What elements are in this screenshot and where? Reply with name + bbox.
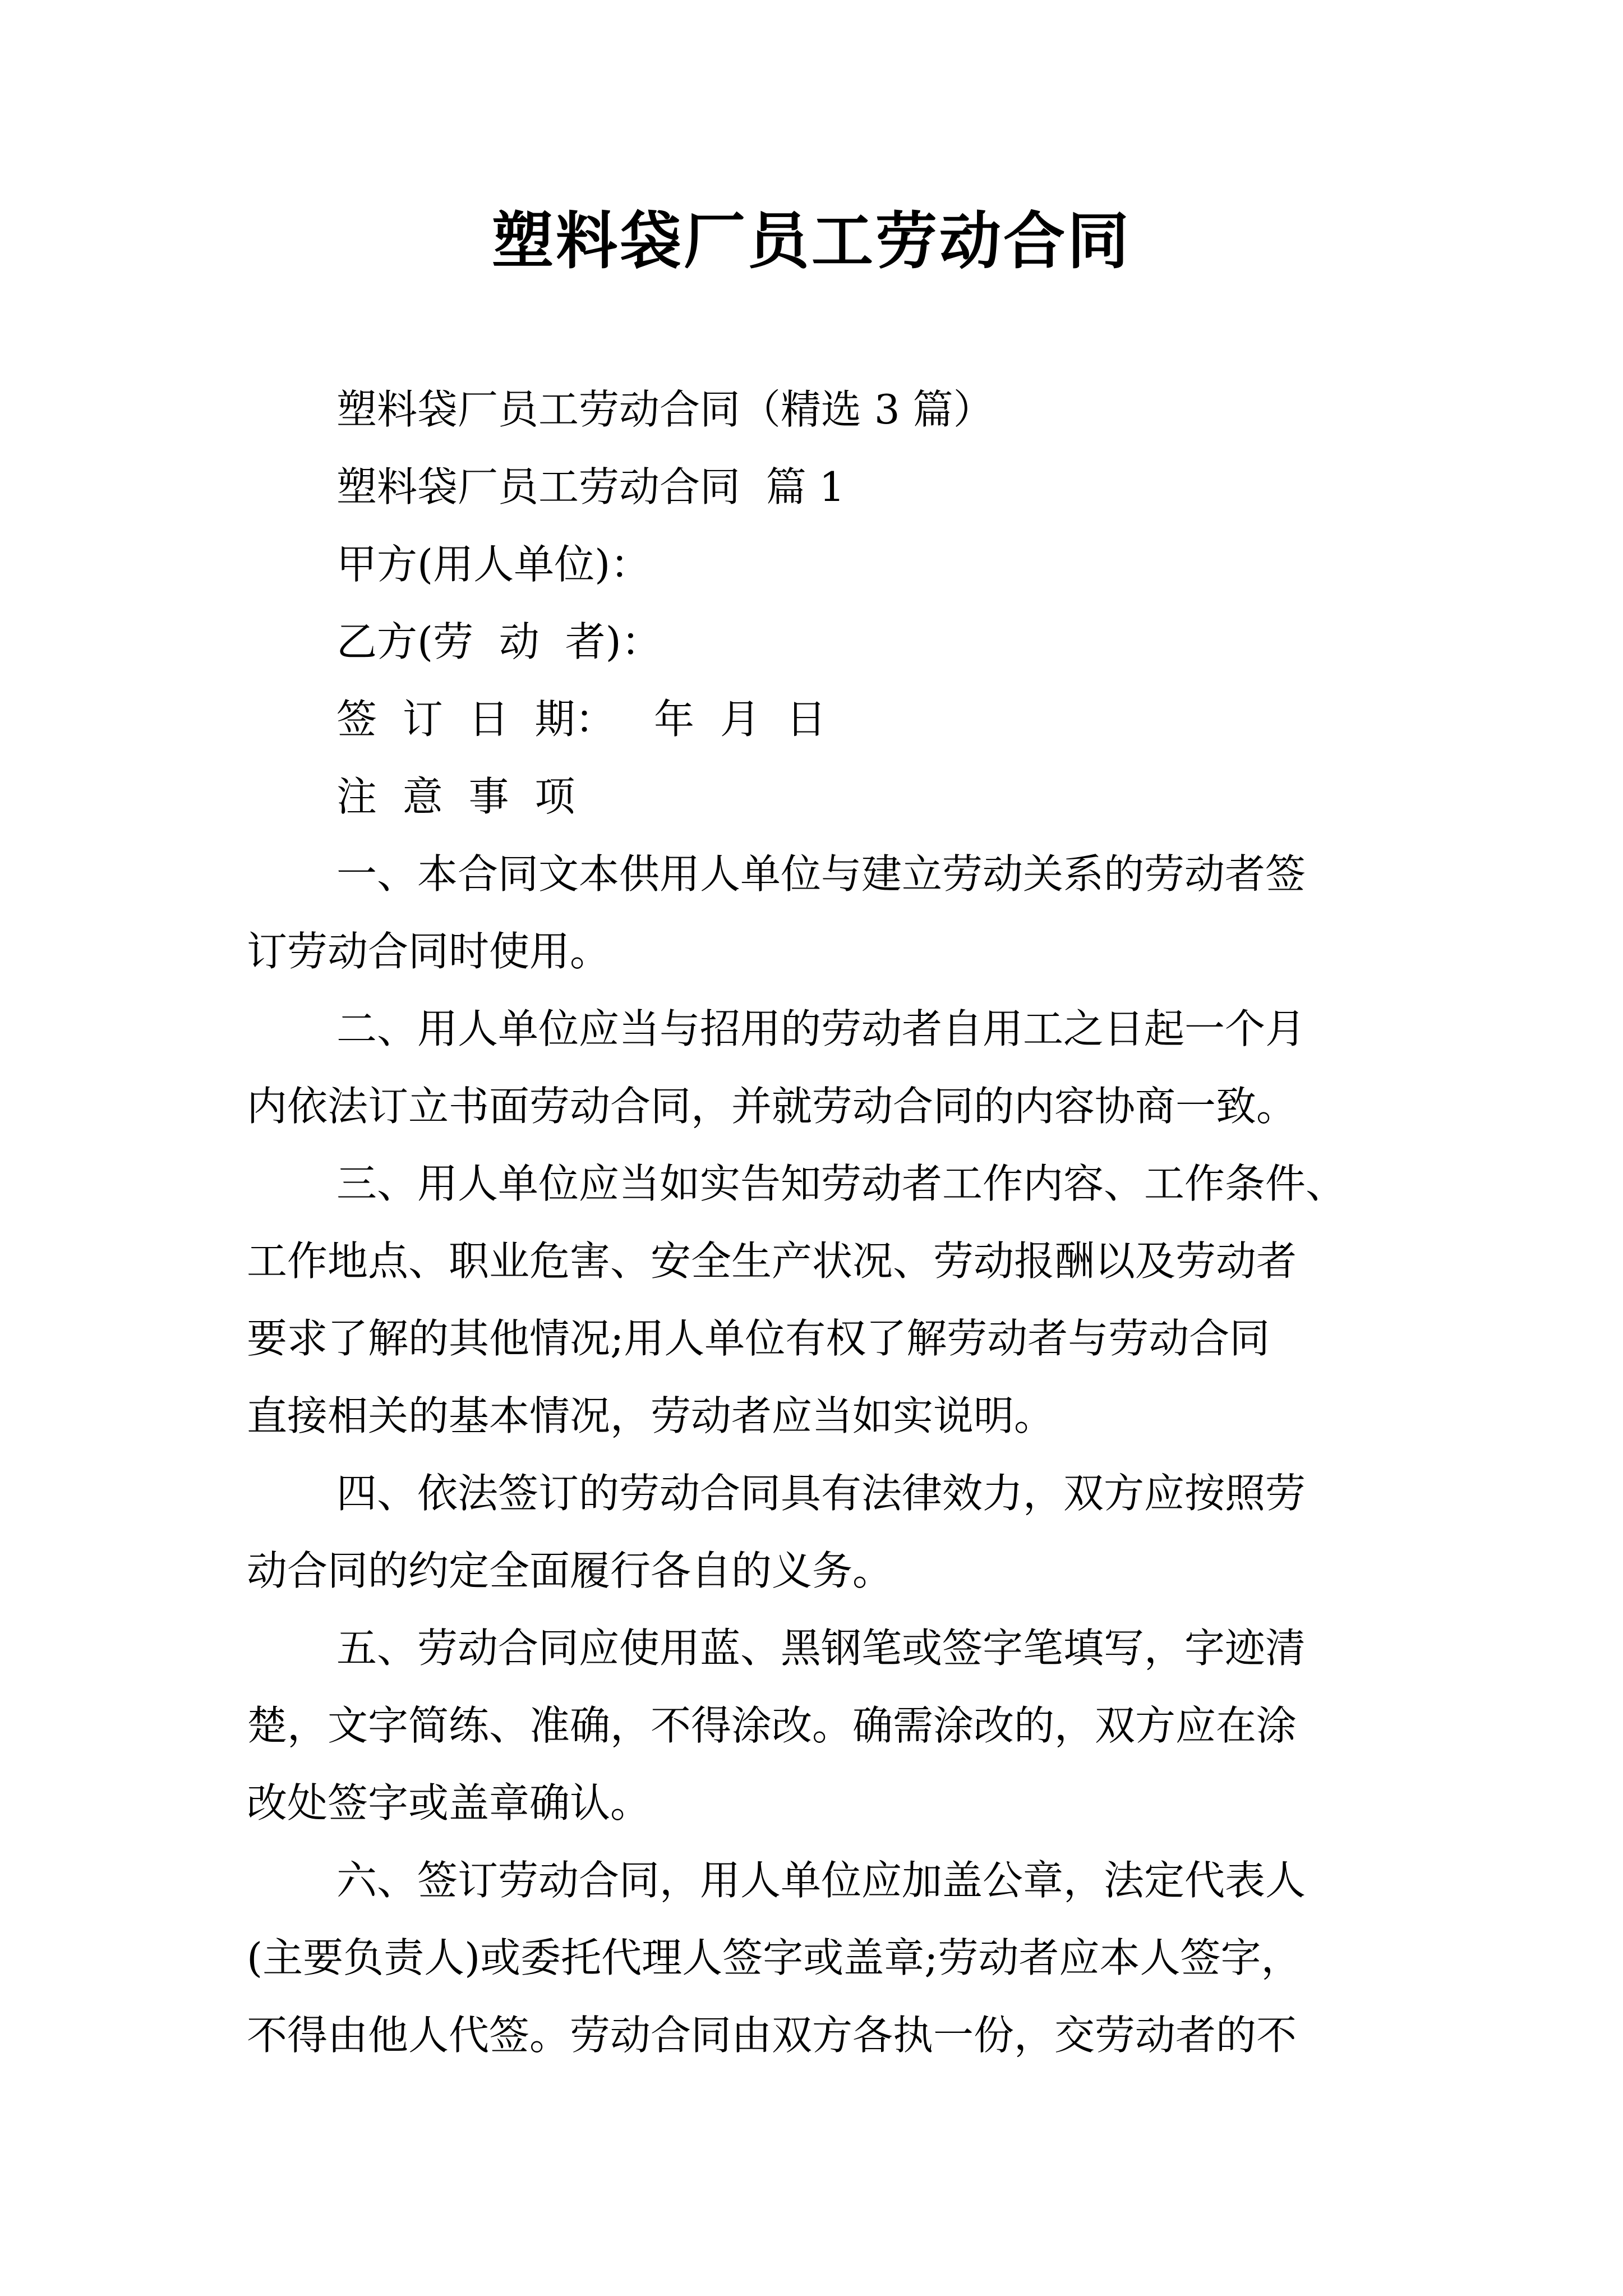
document-line: 工作地点、职业危害、安全生产状况、劳动报酬以及劳动者 bbox=[247, 1237, 1297, 1285]
document-line: 直接相关的基本情况，劳动者应当如实说明。 bbox=[247, 1392, 1055, 1439]
document-title: 塑料袋厂员工劳动合同 bbox=[492, 205, 1131, 277]
document-line: 签 订 日 期： 年 月 日 bbox=[336, 696, 827, 743]
document-line: 三、用人单位应当如实告知劳动者工作内容、工作条件、 bbox=[336, 1160, 1347, 1207]
document-line: 六、签订劳动合同，用人单位应加盖公章，法定代表人 bbox=[336, 1857, 1306, 1904]
document-line: 四、依法签订的劳动合同具有法律效力，双方应按照劳 bbox=[336, 1470, 1306, 1517]
document-line: 二、用人单位应当与招用的劳动者自用工之日起一个月 bbox=[336, 1005, 1306, 1052]
document-line: (主要负责人)或委托代理人签字或盖章;劳动者应本人签字， bbox=[247, 1934, 1302, 1981]
document-line: 要求了解的其他情况;用人单位有权了解劳动者与劳动合同 bbox=[247, 1315, 1270, 1362]
document-line: 改处签字或盖章确认。 bbox=[247, 1779, 651, 1826]
document-line: 塑料袋厂员工劳动合同（精选 3 篇） bbox=[336, 386, 994, 433]
document-line: 不得由他人代签。劳动合同由双方各执一份，交劳动者的不 bbox=[247, 2012, 1297, 2059]
document-line: 注 意 事 项 bbox=[336, 773, 575, 820]
document-line: 动合同的约定全面履行各自的义务。 bbox=[247, 1547, 893, 1594]
document-line: 楚，文字简练、准确，不得涂改。确需涂改的，双方应在涂 bbox=[247, 1702, 1297, 1749]
document-line: 一、本合同文本供用人单位与建立劳动关系的劳动者签 bbox=[336, 850, 1306, 898]
document-line: 订劳动合同时使用。 bbox=[247, 928, 611, 975]
document-line: 甲方(用人单位)： bbox=[336, 541, 651, 588]
document-line: 内依法订立书面劳动合同，并就劳动合同的内容协商一致。 bbox=[247, 1083, 1297, 1130]
document-line: 乙方(劳 动 者)： bbox=[336, 618, 662, 665]
document-line: 塑料袋厂员工劳动合同 篇 1 bbox=[336, 463, 845, 510]
document-line: 五、劳动合同应使用蓝、黑钢笔或签字笔填写，字迹清 bbox=[336, 1625, 1306, 1672]
